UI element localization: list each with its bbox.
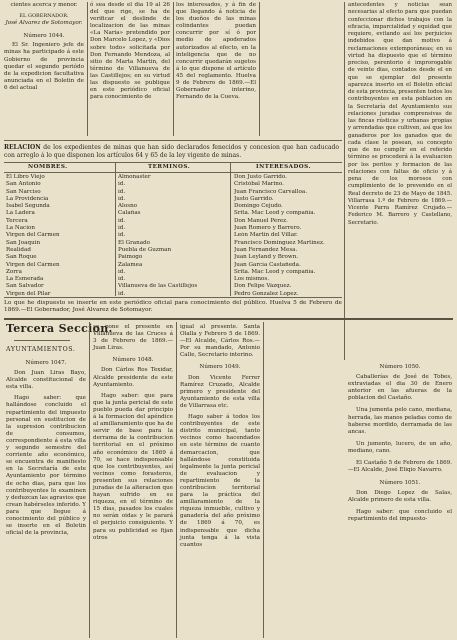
table-row: Juan Romero y Barrero. [234,225,302,232]
section-break-rule [4,318,453,320]
table-people-column [234,174,340,298]
table-row: Pedro Gonzalez Lopez. [234,290,299,297]
col2-body: ó sea desde el dia 19 al 26 del que rige, se ha de verificar el deslinde de localizacion de las minas «La Naria» pretendido por Don Marcelo Lopez, y «Dios sobre todo» solicitada por Don Fernando Mendoza, al sitio de Marta Martin, del término de Villanueva de las Castillejos; en su virtud las dispuesto se publique en este periódico oficial para conocimiento de [90,2,170,101]
table-row: íd. [118,276,126,283]
table-terms-column [118,174,226,298]
table-row: Zorra [6,268,22,275]
table-row: Los mismos. [234,276,270,283]
table-row: Realidad [6,246,31,253]
table-row: Juan Fernandez Mesa. [234,246,298,253]
column-divider [173,2,174,136]
table-row: íd. [118,232,126,239]
c4-text-1: Caballerías de José de Tobes, extraviadas el dia 30 de Enero anterior en las afueras de la poblacion del Castaño. [348,374,452,402]
table-row: Villanueva de las Castillejos [118,283,198,290]
table-row: Alosno [118,203,138,210]
table-row: El Libro Viejo [6,174,45,180]
relacion-lead: RELACION [4,144,41,151]
table-row: íd. [118,188,126,195]
table-row: Paimogo [118,254,143,261]
table-names-column [6,174,112,298]
table-row: Zalamea [118,261,143,268]
relacion-header [4,144,339,159]
subtitle-rule [14,340,70,341]
c2-number: Número 1048. [112,357,154,364]
c2-text: se pone el presente en Villanueva de las Cruces á 3 de Febrero de 1869.—Juan Liras. [93,324,173,352]
table-row: Cristóbal Marino. [234,181,284,188]
table-row: San Salvador [6,283,44,290]
relacion-text: de los expedientes de minas que han sido declarados fenecidos y concesion que han caducado con arreglo á lo que disponen los artículos 64 y 65 de la ley vigente de minas. [4,144,339,159]
bottom-column-3 [180,324,260,549]
col1-signer-title: EL GOBERNADOR. [19,13,69,20]
table-header-terms: TERMINOS. [148,164,191,170]
column-divider [87,2,88,136]
table-divider [230,162,231,296]
column-divider [259,2,260,136]
c4-number-2: Número 1051. [379,480,421,487]
top-column-4 [348,2,452,227]
bottom-column-2 [93,324,173,542]
table-row: San Antonio [6,181,41,188]
table-row: Don Manuel Pérez. [234,217,288,224]
column-divider [176,322,177,638]
table-row: El Granado [118,239,151,246]
table-row: Domingo Cejudo. [234,203,283,210]
col1-signer-name: José Alvarez de Sotomayor. [5,20,83,27]
table-row: San Joaquin [6,239,41,246]
col4-body: antecedentes y noticias sean necesarias al efecto para que puedan confeccionar dichos trabajos con la eficacia, imparcialidad y equidad que requiere, evitando así los perjuicios indebidos que dan motivo á reclamaciones extemporáneas; en su virtud ha dispuesto que el término preciso, perentorio é improrogable de veinte dias, contados desde el en que se ejemplar del presente aparezca inserto en el Boletin oficial de esta provincia, presenten todos los contribuyentes en esta poblacion en la Secretaría del Ayuntamiento sus relaciones juradas comprensivas de las fincas rústicas y urbanas propias y arrendadas que cultiven, así que los ganaderos por los ganados que de cada clase le posean, su concepto que de no cumplir en el referido término se procederá á la evaluacion por los peritos y formacion de las relaciones con faltas de oficio y á pena de los morosos con cumplimiento de lo prevenido en el Real decreto de 23 de Mayo de 1845. Villarrasa 1.º de Febrero de 1869.—Vicente Parra Ramírez Crujado.—Federico M. Barrero y Castellano, Secretario. [348,2,452,226]
top-column-1 [4,2,84,92]
c1-number: Número 1047. [25,360,67,366]
table-row: íd. [118,290,126,297]
col1-body: El Sr. Ingeniero jefe de minas ha participado á este Gobierno de provincia quedar el segundo periódo de la expedicion facultativa anunciada en el Boletin de 6 del actual [4,42,84,91]
table-header-rule [4,172,342,173]
table-row: Isabel Segunda [6,203,50,210]
section-separator [4,140,342,141]
table-row: La Providencia [6,195,49,202]
table-row: Almonaster [118,174,151,180]
c4-text-5: Don Diego Lopez de Salas, Alcalde primero de esta villa. [348,490,452,504]
c4-text-2: Una jumenta pelo cano, mediana, herrada, las manos peladas como de haberse mordido, derramada de las ancas. [348,407,452,435]
table-row: La Ladera [6,210,35,217]
table-divider [115,162,116,296]
table-row: Virgen del Cármen [6,232,60,239]
table-row: Justo Garrido. [234,195,274,202]
table-row: Juan Francisco Carvalloa. [234,188,307,195]
table-row: íd. [118,195,126,202]
table-top-rule [4,162,342,163]
table-row: Puebla de Guzman [118,246,172,253]
table-row: Francisco Dominguez Martinez. [234,239,325,246]
table-header-names: NOMBRES. [28,164,68,170]
table-row: íd. [118,268,126,275]
table-row: Juan García Castañeda. [234,261,301,268]
table-row: Virgen del Cármen [6,261,60,268]
column-divider [344,2,345,360]
table-row: Calañas [118,210,141,217]
table-header-people: INTERESADOS. [256,164,311,170]
table-row: León Martin del Villar. [234,232,298,239]
c3-number: Número 1049. [199,364,241,371]
table-row: Tercera [6,217,28,224]
table-row: íd. [118,217,126,224]
bottom-column-4 [348,364,452,523]
column-divider [89,322,90,638]
bottom-column-1 [6,360,86,537]
c4-text-3: Un jumento, lucero, de un año, mediano, cano. [348,440,452,454]
top-column-3 [176,2,256,101]
table-row: Juan Leyland y Brown. [234,254,299,261]
col1-fragment: cientes acerca y menor. [10,2,78,8]
table-row: La Nacion [6,225,35,232]
table-row: íd. [118,181,126,188]
table-row: Srita. Mac Leod y compañía. [234,268,316,275]
c3-text: igual al presente. Santa Olalla y Febrero 5 de 1869.—El Alcalde, Cárlos Ros.—Por su mandado, Antonio Calle, Secretario interino. [180,324,260,359]
section-subtitle: AYUNTAMIENTOS. [6,346,76,353]
section-title: Tercera Seccion. [6,322,113,335]
c4-text-6: Hago saber: que concluido el repartimiento del impuesto- [348,508,452,522]
c1-intro: Don Juan Liras Bayo, Alcalde constitucional de esta villa. [6,370,86,391]
c2-body: Hago saber: que para que la junta pericial de este pueblo pueda dar principio á la formacion del apéndice al amillaramiento que ha de servir de base para la derrama de la contribucion territorial en el próximo año económico de 1869 á 70, se hace indispensable que los contribuyentes, así vecinos como forasteros, presenten sus relaciones juradas de la alteracion que hayan sufrido en su riqueza, en el término de 15 dias, pasados los cuales no serán oidas y le parará el perjuicio consiguiente. Y para su publicidad se fijan otros [93,392,173,541]
c3-intro: Don Vicente Ferrer Ramírez Cruzado, Alcalde primero y presidente del Ayuntamiento de esta villa de Villarrasa etc. [180,374,260,409]
col1-number: Número 1044. [23,33,65,40]
top-column-2 [90,2,170,101]
c2-intro: Don Cárlos Ros Texidar, Alcalde presidente de este Ayuntamiento. [93,367,173,388]
col3-body: los interesados, y á fin de que llegando á noticia de los dueños de las minas colindantes puedan concurrir por sí ó por medio de apoderados autorizados al efecto, en la inteligencia que de no concurrir quedarán sugetos á lo que dispone el artículo 45 del reglamento. Huelva 9 de Febrero de 1869.—El Gobernador interino, Fernando de la Cueva. [176,2,256,101]
c3-body: Hago saber á todos los contribuyentes de este distrito municipal, tanto vecinos como hacendados en este término de cuanto demarcacion, que hallándose constituida legalmente la junta pericial de evaluacion y repartimiento de la contribucion territorial para la práctica del amillaramiento de la riqueza inmueble, cultivo y ganadería del año próximo de 1869 á 70, es indispensable que dicha junta tenga á la vista cuantos [180,414,260,548]
table-row: Virgen del Pilar [6,290,51,297]
table-row: íd. [118,225,126,232]
table-row: Don Justo Garrido. [234,174,287,180]
table-row: San Narciso [6,188,41,195]
table-bottom-rule [4,297,342,298]
relacion-notice: Lo que he dispuesto se inserte en este periódico oficial para conocimiento del público. Huelva 5 de Febrero de 1869.—El Gobernador, José Alvarez de Sotomayor. [4,300,342,314]
c4-number-1: Número 1050. [379,364,421,370]
c4-text-4: El Castaño 5 de Febrero de 1869.—El Alcalde, José Eliqio Navarro. [348,460,452,474]
table-row: La Esmerada [6,276,44,283]
c1-body: Hago saber: que hallándose concluido el repartimiento del impuesto personal en sustitucion de la supresion contribucion de consumos, correspondiente á esta villa y segundo semestre del corriente año económico, se encuentra de manifiesto en la Secretaría de este Ayuntamiento por término de ocho dias, para que los contribuyentes lo examinen y deduzcan las agravios que crean habérseles inferido. Y para que llegue á conocimiento del público y se inserte en el Boletin oficial de la provincia, [6,395,86,537]
table-row: Don Felipe Vázquez. [234,283,292,290]
table-row: San Roque [6,254,37,261]
column-divider [263,322,264,638]
table-row: Srita. Mac Leod y compañía. [234,210,316,217]
